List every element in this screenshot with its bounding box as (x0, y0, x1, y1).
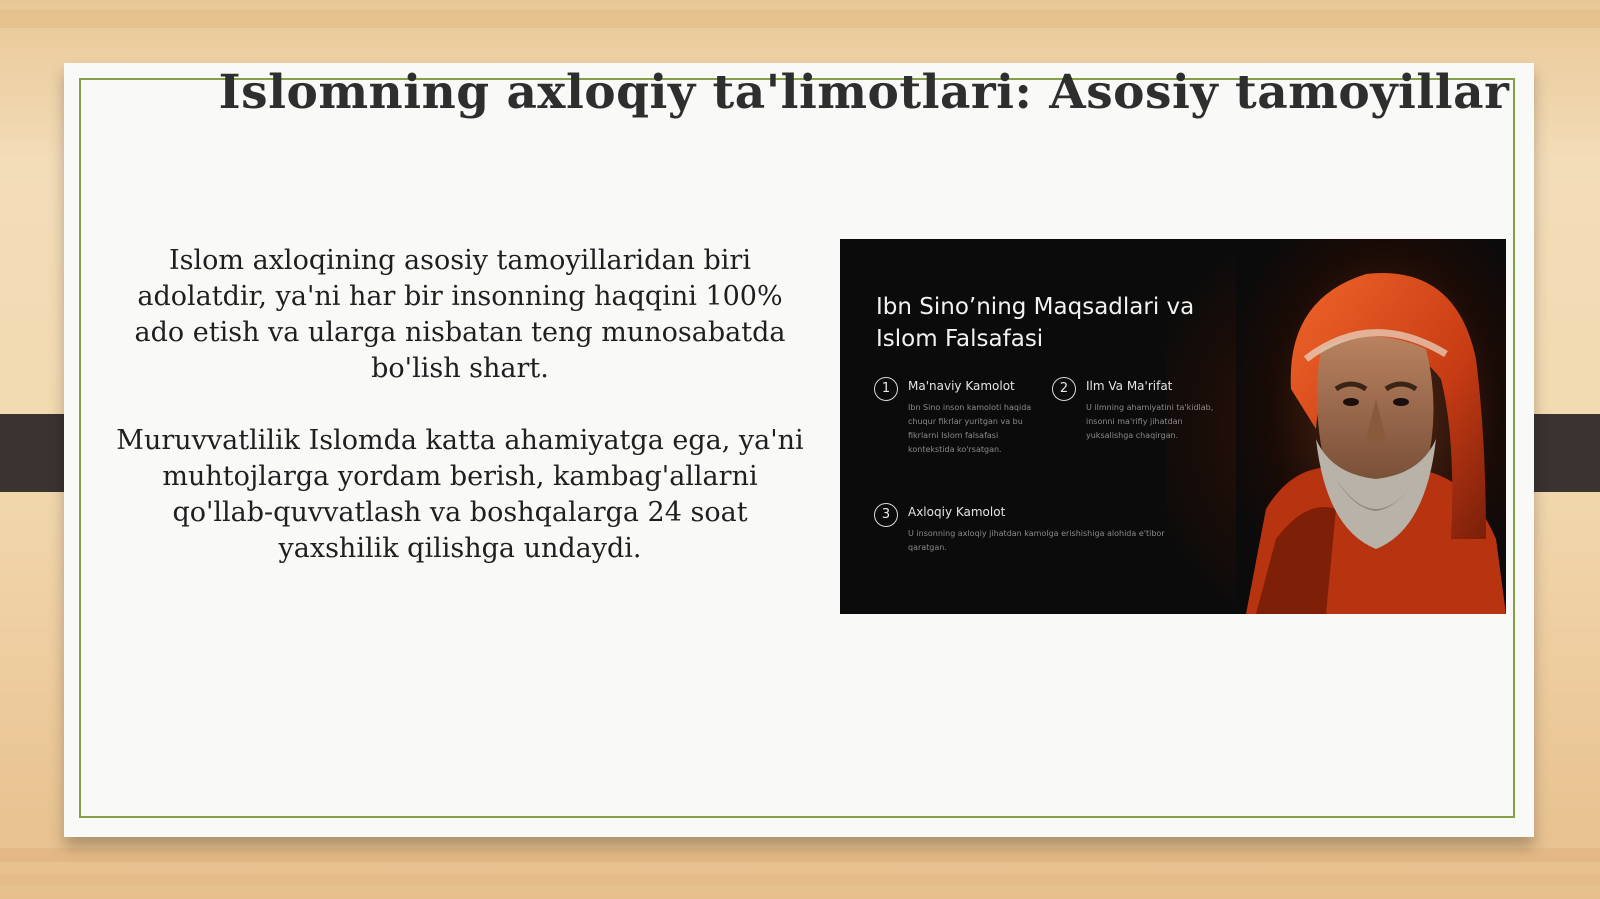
paragraph-generosity: Muruvvatlilik Islomda katta ahamiyatga ega, ya'ni muhtojlarga yordam berish, kambag'allarni qo'llab-quvvatlash va boshqalarga 24 soat yaxshilik qilishga undaydi. (116, 425, 804, 564)
item-text: U ilmning ahamiyatini ta'kidlab, insonni ma'rifiy jihatdan yuksalishga chaqirgan. (1086, 403, 1214, 440)
eye-right (1393, 398, 1409, 406)
slide-title: Islomning axloqiy ta'limotlari: Asosiy tamoyillar (218, 65, 1510, 120)
number-3-icon: 3 (874, 503, 898, 527)
number-2-icon: 2 (1052, 377, 1076, 401)
image-item-3 (874, 503, 1174, 573)
wood-streak (0, 875, 1600, 885)
image-item-1 (874, 377, 1044, 467)
slide-card (64, 63, 1534, 837)
body-text (110, 243, 810, 603)
paragraph-justice: Islom axloqining asosiy tamoyillaridan biri adolatdir, ya'ni har bir insonning haqqini 100% ado etish va ularga nisbatan teng munosabatda bo'lish shart. (134, 245, 786, 384)
item-heading: Ilm Va Ma'rifat (1086, 379, 1173, 393)
item-heading: Axloqiy Kamolot (908, 505, 1006, 519)
number-1-icon: 1 (874, 377, 898, 401)
portrait-illustration (1236, 239, 1506, 614)
image-title: Ibn Sino’ning Maqsadlari va Islom Falsafasi (876, 294, 1195, 352)
image-item-2 (1052, 377, 1222, 467)
wood-streak (0, 848, 1600, 862)
wood-streak (0, 10, 1600, 28)
ibn-sino-image (840, 239, 1506, 614)
item-heading: Ma'naviy Kamolot (908, 379, 1015, 393)
item-text: Ibn Sino inson kamoloti haqida chuqur fikrlar yuritgan va bu fikrlarni Islom falsafasi kontekstida ko'rsatgan. (908, 403, 1032, 454)
item-text: U insonning axloqiy jihatdan kamolga erishishiga alohida e'tibor qaratgan. (908, 529, 1165, 552)
eye-left (1343, 398, 1359, 406)
